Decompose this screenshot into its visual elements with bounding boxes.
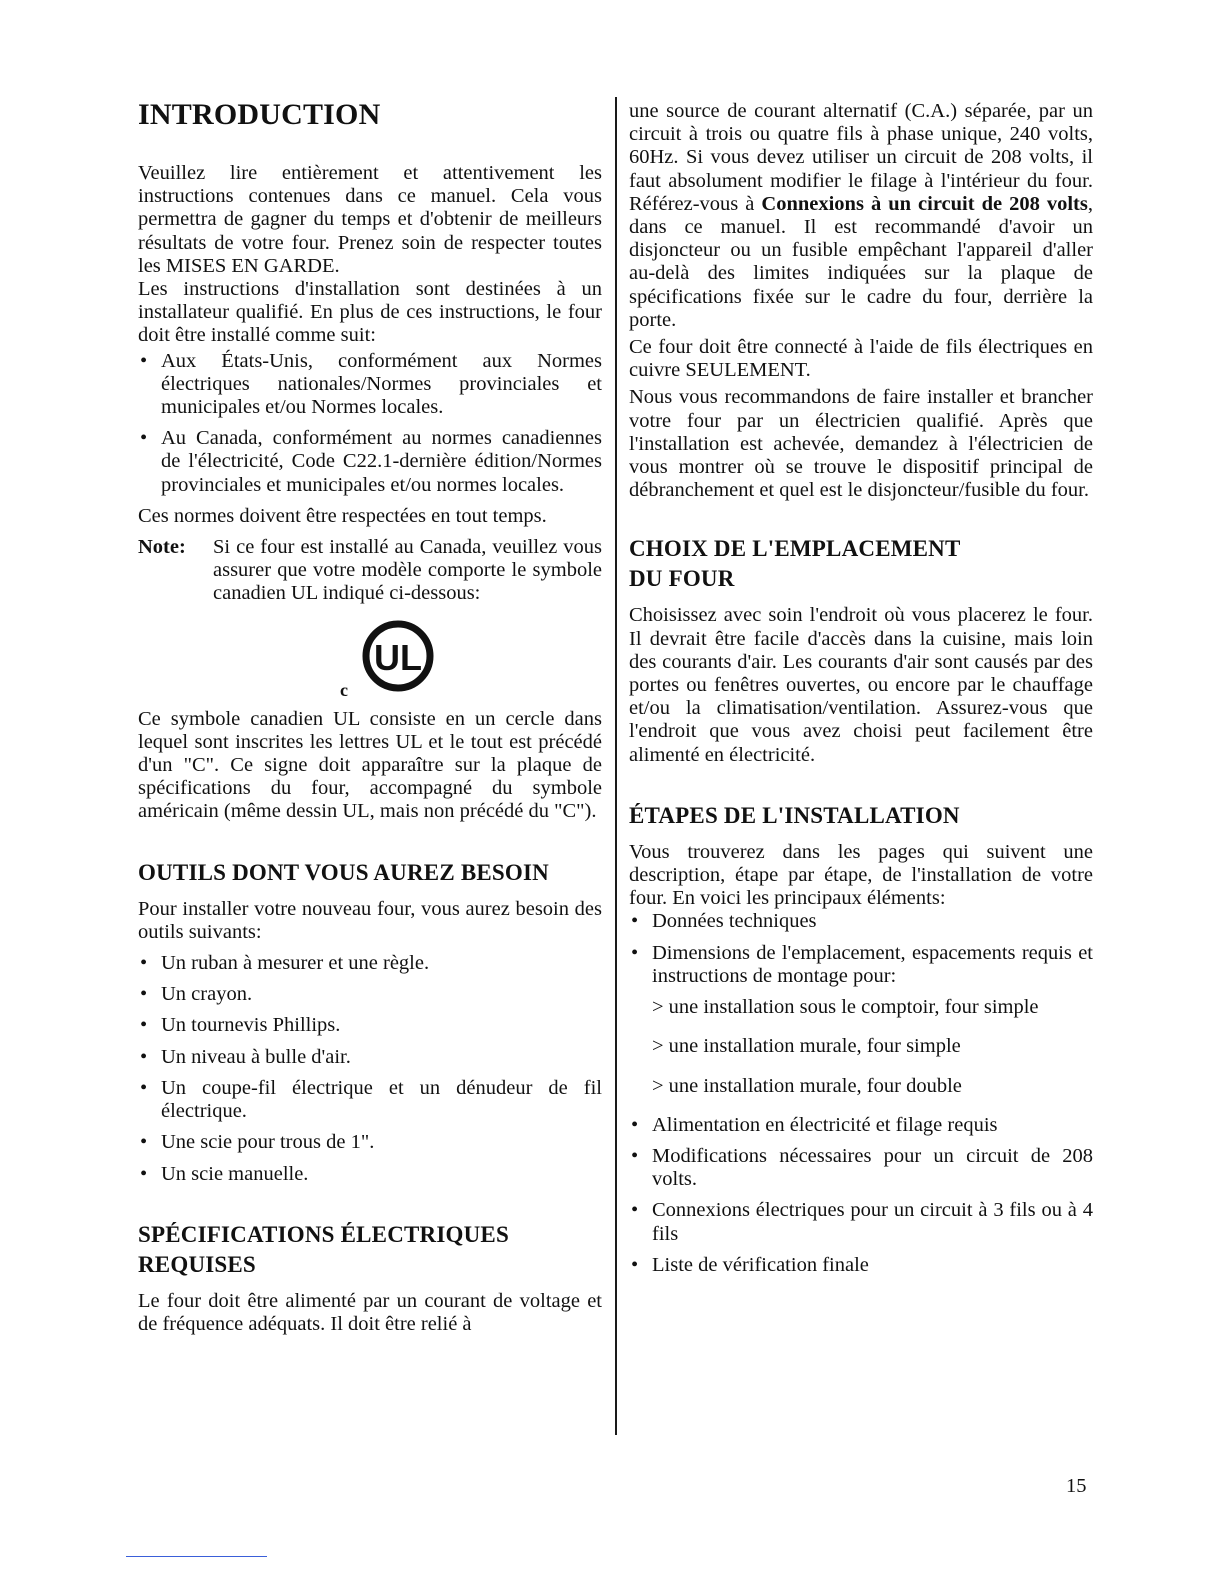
list-item: • Un niveau à bulle d'air.: [138, 1046, 602, 1069]
logo-c-text: c: [340, 679, 348, 700]
list-item: • Aux États-Unis, conformément aux Normes électriques nationales/Normes provinciales et municipales et/ou Normes locales.: [138, 350, 602, 420]
outils-intro: Pour installer votre nouveau four, vous aurez besoin des outils suivants:: [138, 897, 602, 943]
heading-choix: CHOIX DE L'EMPLACEMENT DU FOUR: [629, 536, 961, 592]
intro-paragraph-2: Les instructions d'installation sont destinées à un installateur qualifié. En plus de ces instructions, le four doit être installé comme suit:: [138, 278, 602, 347]
note-block: [138, 536, 602, 606]
note-label: Note:: [138, 536, 186, 559]
scan-mark: [126, 1556, 267, 1557]
list-item: • Données techniques: [629, 910, 1093, 933]
sub-item: > une installation murale, four double: [652, 1074, 962, 1097]
electrician-paragraph: Nous vous recommandons de faire installer et brancher votre four par un électricien qualifié. Après que l'installation est achevée, demandez à l'électricien de vous montrer où se trouve le dispositif principal de débranchement et quel est le disjoncteur/fusible du four.: [629, 386, 1093, 502]
choix-paragraph: Choisissez avec soin l'endroit où vous placerez le four. Il devrait être facile d'accès dans la cuisine, mais loin des courants d'air. Les courants d'air sont causés par des portes ou fenêtres ouvertes, ou encore par le chauffage et/ou la climatisation/ventilation. Assurez-vous que l'endroit que vous avez choisi peut facilement être alimenté en électricité.: [629, 604, 1093, 766]
cul-logo: [334, 612, 444, 702]
heading-outils: OUTILS DONT VOUS AUREZ BESOIN: [138, 859, 549, 885]
logo-ul-text: UL: [374, 636, 422, 678]
copper-paragraph: Ce four doit être connecté à l'aide de fils électriques en cuivre SEULEMENT.: [629, 336, 1093, 382]
norms-paragraph: Ces normes doivent être respectées en tout temps.: [138, 504, 547, 527]
steps-list: [629, 910, 1093, 988]
reference-208-volts: Connexions à un circuit de 208 volts: [761, 192, 1088, 215]
symbol-paragraph: Ce symbole canadien UL consiste en un cercle dans lequel sont inscrites les lettres UL et le tout est précédé d'un "C". Ce signe doit apparaître sur la plaque de spécifications du four, accompagné du symbole américain (même dessin UL, mais non précédé du "C").: [138, 707, 602, 823]
steps-list-2: [629, 1114, 1093, 1277]
list-item: • Un scie manuelle.: [138, 1163, 602, 1186]
sub-item: > une installation sous le comptoir, four simple: [652, 996, 1039, 1019]
list-item: • Un ruban à mesurer et une règle.: [138, 952, 602, 975]
left-column: [138, 96, 602, 1336]
list-item: • Alimentation en électricité et filage requis: [629, 1114, 1093, 1137]
spec-continued: une source de courant alternatif (C.A.) séparée, par un circuit à trois ou quatre fils à phase unique, 240 volts, 60Hz. Si vous devez utiliser un circuit de 208 volts, il faut absolument modifier le filage à l'intérieur du four. Référez-vous à Connexions à un circuit de 208 volts, dans ce manuel. Il est recommandé d'avoir un disjoncteur ou un fusible empêchant l'appareil d'aller au-delà des limites indiquées sur la plaque de spécifications fixée sur le cadre du four, derrière la porte.: [629, 100, 1093, 331]
list-item: • Modifications nécessaires pour un circuit de 208 volts.: [629, 1145, 1093, 1191]
list-item: • Connexions électriques pour un circuit à 3 fils ou à 4 fils: [629, 1199, 1093, 1245]
list-item: • Un crayon.: [138, 983, 602, 1006]
list-item: • Liste de vérification finale: [629, 1254, 1093, 1277]
heading-etapes: ÉTAPES DE L'INSTALLATION: [629, 802, 960, 828]
norms-list: [138, 350, 602, 497]
etapes-intro: Vous trouverez dans les pages qui suivent une description, étape par étape, de l'installation de votre four. En voici les principaux éléments:: [629, 840, 1093, 910]
spec-paragraph: Le four doit être alimenté par un courant de voltage et de fréquence adéquats. Il doit être relié à: [138, 1289, 602, 1335]
heading-introduction: INTRODUCTION: [138, 98, 381, 131]
heading-specifications: SPÉCIFICATIONS ÉLECTRIQUES REQUISES: [138, 1221, 509, 1277]
tools-list: [138, 952, 602, 1186]
sub-item: > une installation murale, four simple: [652, 1035, 961, 1058]
list-item: • Un tournevis Phillips.: [138, 1014, 602, 1037]
list-item: • Au Canada, conformément au normes canadiennes de l'électricité, Code C22.1-dernière édition/Normes provinciales et municipales et/ou normes locales.: [138, 427, 602, 497]
right-column: [629, 96, 1093, 1277]
list-item: • Dimensions de l'emplacement, espacements requis et instructions de montage pour:: [629, 942, 1093, 988]
list-item: • Une scie pour trous de 1".: [138, 1131, 602, 1154]
list-item: • Un coupe-fil électrique et un dénudeur de fil électrique.: [138, 1077, 602, 1123]
column-divider: [615, 97, 617, 1435]
page-number: 15: [1066, 1475, 1087, 1497]
intro-paragraph-1: Veuillez lire entièrement et attentivement les instructions contenues dans ce manuel. Cela vous permettra de gagner du temps et d'obtenir de meilleurs résultats de votre four. Prenez soin de respecter toutes les MISES EN GARDE.: [138, 162, 602, 277]
note-text: Si ce four est installé au Canada, veuillez vous assurer que votre modèle comporte le symbole canadien UL indiqué ci-dessous:: [213, 536, 602, 605]
